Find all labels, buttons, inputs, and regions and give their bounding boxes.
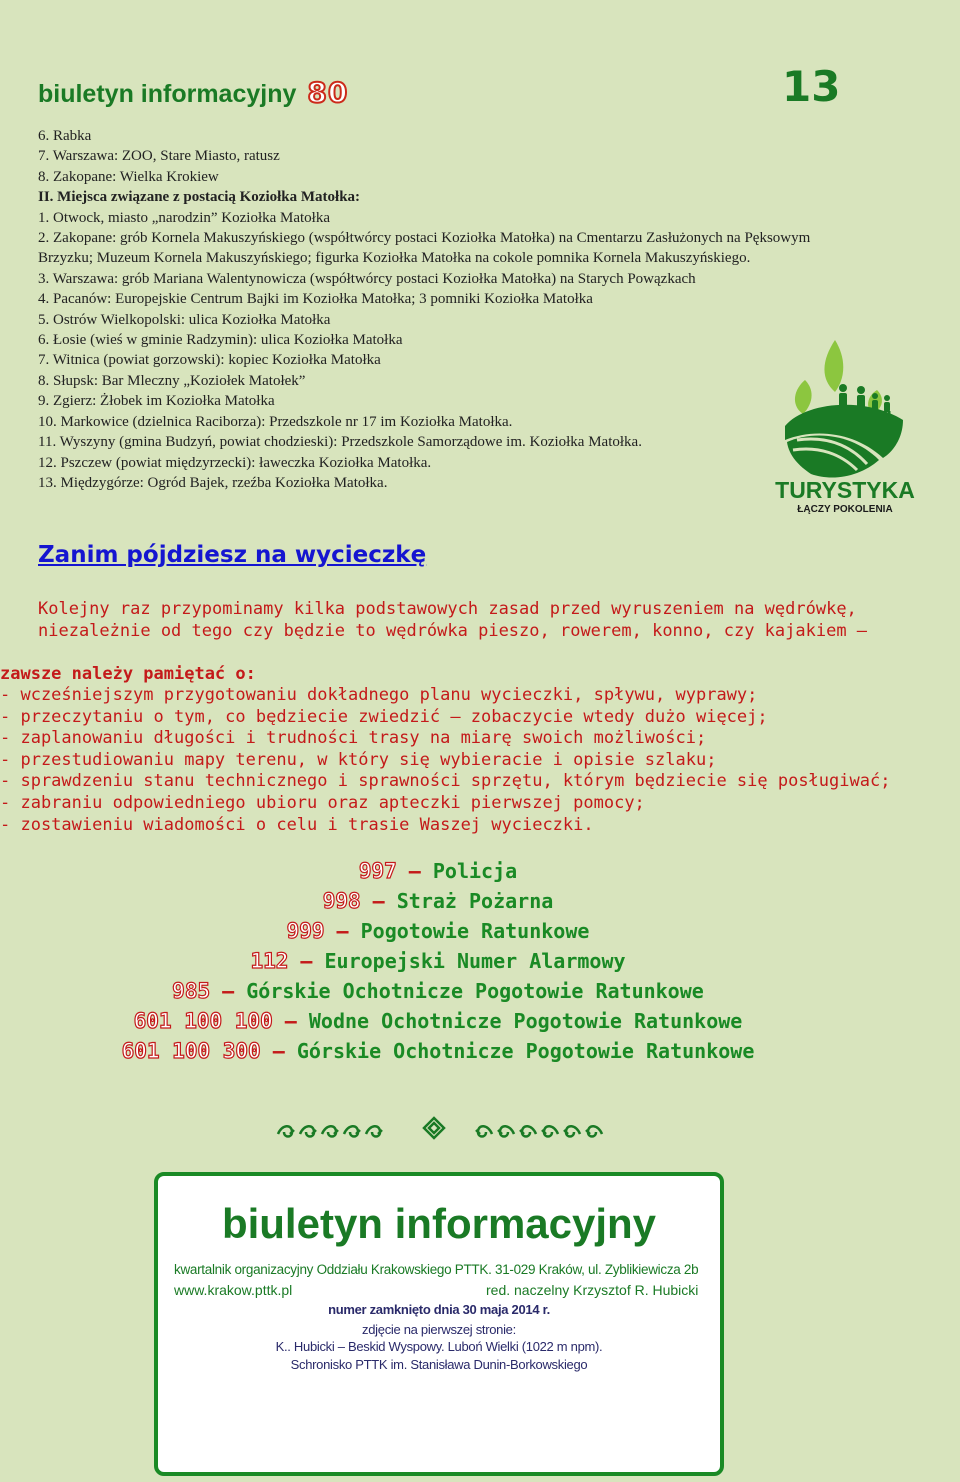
list-heading: II. Miejsca związane z postacią Koziołka Matołka: <box>38 189 361 206</box>
website-link[interactable]: www.krakow.pttk.pl <box>174 1282 293 1298</box>
list-item: 8. Zakopane: Wielka Krokiew <box>38 168 219 185</box>
remember-item: - przeczytaniu o tym, co będziecie zwiedzić – zobaczycie wtedy dużo więcej; <box>0 706 768 727</box>
photo-caption: K.. Hubicki – Beskid Wyspowy. Luboń Wielki (1022 m npm). <box>275 1339 603 1354</box>
bulletin-header-title <box>38 76 348 109</box>
emergency-row: 985 – Górskie Ochotnicze Pogotowie Ratunkowe <box>172 979 704 1003</box>
list-item: 7. Warszawa: ZOO, Stare Miasto, ratusz <box>38 148 280 165</box>
emergency-label: Wodne Ochotnicze Pogotowie Ratunkowe <box>308 1009 743 1033</box>
emergency-label: Straż Pożarna <box>396 889 554 913</box>
emergency-number: 601 100 100 <box>133 1009 273 1033</box>
photo-label: zdjęcie na pierwszej stronie: <box>362 1322 516 1337</box>
photo-caption: Schronisko PTTK im. Stanisława Dunin-Borkowskiego <box>290 1357 588 1372</box>
emergency-numbers <box>0 856 876 1066</box>
emergency-label: Policja <box>432 859 518 883</box>
remember-list <box>0 685 890 836</box>
emergency-number: 999 <box>286 919 325 943</box>
header-title-text: biuletyn informacyjny <box>38 80 297 108</box>
list-item: 6. Łosie (wieś w gminie Radzymin): ulica Koziołka Matołka <box>38 332 403 349</box>
list-item: 11. Wyszyny (gmina Budzyń, powiat chodzieski): Przedszkole Samorządowe im. Koziołka Matołka. <box>38 434 642 451</box>
remember-item: - zabraniu odpowiedniego ubioru oraz apteczki pierwszej pomocy; <box>0 792 645 813</box>
emergency-number: 998 <box>322 889 361 913</box>
list-item: 4. Pacanów: Europejskie Centrum Bajki im Koziołka Matołka; 3 pomniki Koziołka Matołka <box>38 291 593 308</box>
closing-date: numer zamknięto dnia 30 maja 2014 r. <box>328 1302 550 1317</box>
publisher-line: kwartalnik organizacyjny Oddziału Krakowskiego PTTK. 31-029 Kraków, ul. Zyblikiewicza 2b <box>174 1262 699 1277</box>
issue-number: 80 <box>307 76 349 109</box>
list-item: 5. Ostrów Wielkopolski: ulica Koziołka Matołka <box>38 311 331 328</box>
list-item: 1. Otwock, miasto „narodzin” Koziołka Matołka <box>38 209 331 226</box>
emergency-row: 112 – Europejski Numer Alarmowy <box>250 949 626 973</box>
logo-subtitle: ŁĄCZY POKOLENIA <box>797 504 893 515</box>
list-item: 7. Witnica (powiat gorzowski): kopiec Koziołka Matołka <box>38 352 381 369</box>
emergency-row: 601 100 300 – Górskie Ochotnicze Pogotowie Ratunkowe <box>121 1039 755 1063</box>
emergency-number: 112 <box>250 949 289 973</box>
editor-line: red. naczelny Krzysztof R. Hubicki <box>486 1282 699 1298</box>
remember-item: - przestudiowaniu mapy terenu, w który się wybieracie i opisie szlaku; <box>0 749 717 770</box>
intro-line: niezależnie od tego czy będzie to wędrówka pieszo, rowerem, konno, czy kajakiem – <box>38 621 868 641</box>
list-item: 8. Słupsk: Bar Mleczny „Koziołek Matołek” <box>38 372 306 389</box>
page-number: 13 <box>782 62 841 111</box>
ornament-divider <box>270 1110 610 1146</box>
emergency-label: Europejski Numer Alarmowy <box>324 949 626 973</box>
ornament-graphic <box>270 1110 610 1146</box>
remember-item: - wcześniejszym przygotowaniu dokładnego planu wycieczki, spływu, wyprawy; <box>0 685 758 705</box>
emergency-row: 601 100 100 – Wodne Ochotnicze Pogotowie Ratunkowe <box>133 1009 743 1033</box>
list-item: 10. Markowice (dzielnica Raciborza): Przedszkole nr 17 im Koziołka Matołka. <box>38 413 513 430</box>
list-item: 6. Rabka <box>38 128 92 144</box>
logo-title: TURYSTYKA <box>775 477 915 503</box>
emergency-row: 997 – Policja <box>358 859 518 883</box>
emergency-number: 985 <box>172 979 211 1003</box>
emergency-number: 601 100 300 <box>121 1039 261 1063</box>
places-list <box>38 126 828 493</box>
bulletin-info-box <box>154 1172 724 1476</box>
remember-item: - zostawieniu wiadomości o celu i trasie Waszej wycieczki. <box>0 814 594 835</box>
list-item: 13. Międzygórze: Ogród Bajek, rzeźba Koziołka Matołka. <box>38 474 388 491</box>
emergency-label: Górskie Ochotnicze Pogotowie Ratunkowe <box>296 1039 755 1063</box>
emergency-number: 997 <box>358 859 397 883</box>
list-item: 2. Zakopane: grób Kornela Makuszyńskiego (współtwórcy postaci Koziołka Matołka) na Cmentarzu Zasłużonych na Pęksowym Brzyzku; Muzeum Kornela Makuszyńskiego; figurka Koziołka Matołka na cokole pomnika Kornela Makuszyńskiego. <box>38 230 811 267</box>
turystyka-logo <box>775 336 915 516</box>
emergency-label: Górskie Ochotnicze Pogotowie Ratunkowe <box>246 979 704 1003</box>
remember-item: - zaplanowaniu długości i trudności trasy na miarę swoich możliwości; <box>0 728 707 749</box>
list-item: 9. Zgierz: Żłobek im Koziołka Matołka <box>38 393 275 410</box>
emergency-row: 999 – Pogotowie Ratunkowe <box>286 919 590 943</box>
emergency-row: 998 – Straż Pożarna <box>322 889 554 913</box>
emergency-label: Pogotowie Ratunkowe <box>360 919 590 943</box>
section-intro <box>38 598 938 642</box>
remember-heading: zawsze należy pamiętać o: <box>0 664 256 684</box>
remember-item: - sprawdzeniu stanu technicznego i sprawności sprzętu, którym będziecie się posługiwać; <box>0 771 891 792</box>
intro-line: Kolejny raz przypominamy kilka podstawowych zasad przed wyruszeniem na wędrówkę, <box>38 599 857 619</box>
turystyka-logo-graphic <box>775 336 915 516</box>
section-title: Zanim pójdziesz na wycieczkę <box>38 542 427 568</box>
box-title: biuletyn informacyjny <box>221 1200 657 1247</box>
list-item: 12. Pszczew (powiat międzyrzecki): ławeczka Koziołka Matołka. <box>38 454 432 471</box>
list-item: 3. Warszawa: grób Mariana Walentynowicza (współtwórcy postaci Koziołka Matołka) na Starych Powązkach <box>38 270 696 287</box>
